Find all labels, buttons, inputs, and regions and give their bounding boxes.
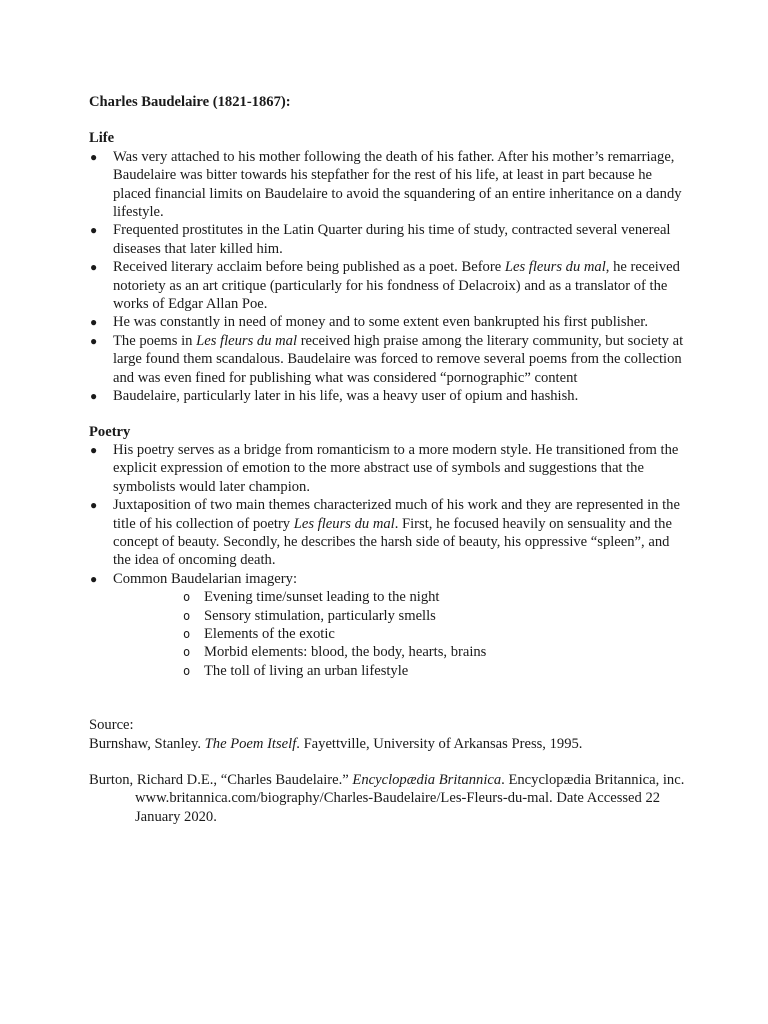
bullet-icon: ●: [90, 149, 98, 164]
sub-list-item: [113, 643, 689, 661]
list-item: [89, 496, 689, 570]
circle-bullet-icon: o: [183, 626, 191, 641]
list-item-text-end: received high praise among the literary community, but society at large found them scandalous. Baudelaire was forced to remove several poems from the collection and was even fined for publishing what was considered “pornographic” content: [113, 332, 684, 386]
sub-list-item-text: Elements of the exotic: [204, 625, 335, 642]
reference-text-start: Burton, Richard D.E., “Charles Baudelaire.”: [89, 772, 353, 788]
reference-burton: [89, 771, 689, 826]
sub-list-item: [113, 588, 689, 606]
reference-burnshaw: [89, 735, 689, 753]
sub-list-item-text: Morbid elements: blood, the body, hearts, brains: [204, 644, 487, 661]
book-title: Les fleurs du mal: [196, 332, 298, 349]
poetry-heading: Poetry: [89, 423, 131, 440]
list-item-text: Baudelaire, particularly later in his life, was a heavy user of opium and hashish.: [113, 388, 579, 405]
list-item: [89, 221, 689, 258]
list-item: [89, 332, 689, 387]
list-item: [89, 313, 689, 331]
list-item-text: Common Baudelarian imagery:: [113, 570, 297, 587]
life-heading: Life: [89, 130, 115, 147]
list-item-text: He was constantly in need of money and to some extent even bankrupted his first publisher.: [113, 314, 648, 331]
bullet-icon: ●: [90, 223, 98, 238]
life-list: [89, 148, 689, 406]
reference-title: Encyclopædia Britannica: [352, 772, 502, 788]
circle-bullet-icon: o: [183, 590, 191, 605]
book-title: Les fleurs du mal: [504, 259, 606, 276]
sub-list-item: [113, 607, 689, 625]
list-item-text: Frequented prostitutes in the Latin Quarter during his time of study, contracted several venereal diseases that later killed him.: [113, 222, 671, 257]
sub-list-item: [113, 662, 689, 680]
bullet-icon: ●: [90, 442, 98, 457]
bullet-icon: ●: [90, 498, 98, 513]
reference-text-start: Burnshaw, Stanley.: [89, 735, 205, 752]
list-item-text: His poetry serves as a bridge from romanticism to a more modern style. He transitioned from the explicit expression of emotion to the more abstract use of symbols and suggestions that the symbolists would later champion.: [113, 441, 679, 495]
reference-title: The Poem Itself: [204, 735, 297, 752]
document-content: [89, 93, 689, 826]
book-title: Les fleurs du mal: [293, 515, 395, 532]
bullet-icon: ●: [90, 315, 98, 330]
circle-bullet-icon: o: [183, 608, 191, 623]
sources-section: [89, 716, 689, 826]
sub-list-item-text: Sensory stimulation, particularly smells: [204, 607, 436, 624]
source-label: Source:: [89, 717, 134, 734]
list-item: [89, 570, 689, 680]
sub-list-item: [113, 625, 689, 643]
reference-text-end: . Fayettville, University of Arkansas Press, 1995.: [296, 735, 583, 752]
list-item: [89, 148, 689, 222]
list-item: [89, 258, 689, 313]
bullet-icon: ●: [90, 389, 98, 404]
bullet-icon: ●: [90, 333, 98, 348]
list-item-text-start: The poems in: [113, 332, 197, 349]
list-item: [89, 441, 689, 496]
sub-list-item-text: The toll of living an urban lifestyle: [204, 662, 409, 679]
list-item-text-start: Juxtaposition of two main themes characterized much of his work and they are represented in the title of his collection of poetry: [113, 497, 680, 532]
bullet-icon: ●: [90, 571, 98, 586]
circle-bullet-icon: o: [183, 645, 191, 660]
bullet-icon: ●: [90, 260, 98, 275]
circle-bullet-icon: o: [183, 663, 191, 678]
list-item: [89, 387, 689, 405]
poetry-list: [89, 441, 689, 680]
list-item-text-end: , he received notoriety as an art critique (particularly for his fondness of Delacroix) and as a translator of the works of Edgar Allan Poe.: [113, 259, 680, 313]
list-item-text-end: . First, he focused heavily on sensuality and the concept of beauty. Secondly, he describes the harsh side of beauty, his oppressive “spleen”, and the idea of oncoming death.: [113, 515, 672, 569]
imagery-sublist: [113, 588, 689, 680]
reference-text-end: . Encyclopædia Britannica, inc. www.britannica.com/biography/Charles-Baudelaire/Les-Fleurs-du-mal. Date Accessed 22 January 2020.: [135, 772, 685, 825]
document-title: Charles Baudelaire (1821-1867):: [89, 94, 291, 110]
list-item-text-start: Received literary acclaim before being published as a poet. Before: [113, 259, 505, 276]
list-item-text: Was very attached to his mother following the death of his father. After his mother’s remarriage, Baudelaire was bitter towards his stepfather for the rest of his life, at least in part because he placed financial limits on Baudelaire to avoid the squandering of an entire inheritance on a dandy lifestyle.: [113, 148, 682, 221]
sub-list-item-text: Evening time/sunset leading to the night: [204, 589, 440, 606]
